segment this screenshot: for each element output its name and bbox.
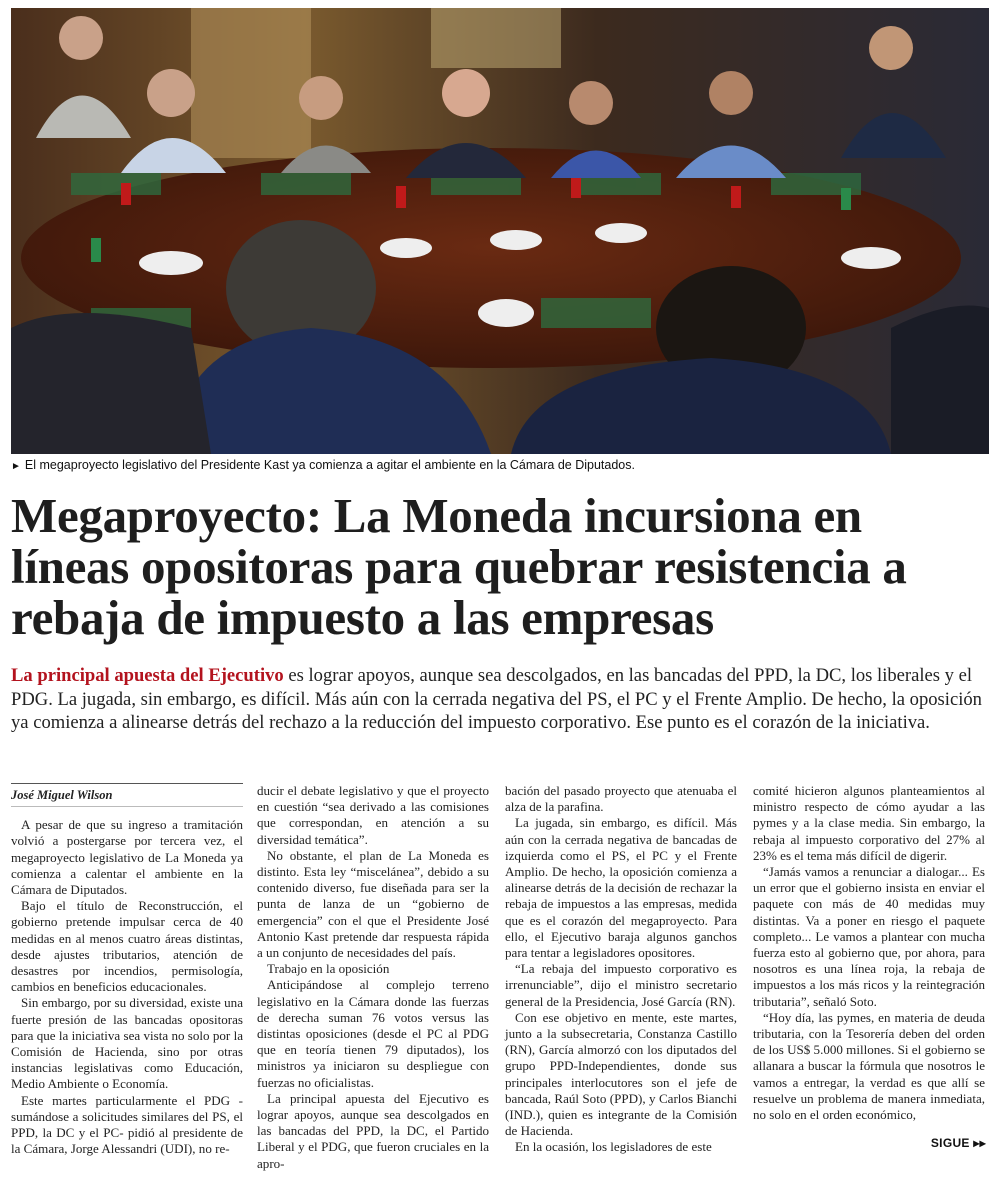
paragraph: Con ese objetivo en mente, este martes, junto a la subsecretaria, Constanza Castillo (RN), García almorzó con los diputados del grupo PPD-Independientes, donde sus principales interlocutores son el jefe de bancada, Raúl Soto (PPD), y Carlos Bianchi (IND.), quien es integrante de la Comisión de Hacienda. (505, 1009, 737, 1139)
article-columns (11, 783, 989, 1171)
paragraph: “Jamás vamos a renunciar a dialogar... Es un error que el gobierno insista en enviar el paquete con más de 40 medidas muy distintas. Va a poner en riesgo el paquete completo... Le vamos a plantear con mucha fuerza esto al gobierno que, por ahora, para nosotros es una línea roja, la rebaja de impuestos a los más ricos y la reintegración tributaria”, señaló Soto. (753, 864, 985, 1009)
paragraph: bación del pasado proyecto que atenuaba el alza de la parafina. (505, 783, 737, 815)
caption-text: El megaproyecto legislativo del Presidente Kast ya comienza a agitar el ambiente en la Cámara de Diputados. (24, 458, 635, 472)
column-3 (505, 783, 737, 1156)
paragraph: A pesar de que su ingreso a tramitación volvió a postergarse por tercera vez, el megaproyecto legislativo de La Moneda ya comienza a calentar el ambiente en la Cámara de Diputados. (11, 817, 243, 898)
paragraph: comité hicieron algunos planteamientos al ministro respecto de cómo ayudar a las pymes y a la clase media. Sin embargo, la rebaja al impuesto corporativo del 27% al 23% es el tema más difícil de digerir. (753, 783, 985, 863)
lead-highlight: La principal apuesta del Ejecutivo (11, 665, 284, 686)
paragraph: ducir el debate legislativo y que el proyecto en cuestión “sea derivado a las comisiones que correspondan, en atención a su diversidad temática”. (257, 783, 489, 847)
lead-paragraph (11, 664, 986, 735)
column-4 (753, 783, 985, 1123)
paragraph: “La rebaja del impuesto corporativo es irrenunciable”, dijo el ministro secretario general de la Presidencia, José García (RN). (505, 961, 737, 1009)
paragraph: Bajo el título de Reconstrucción, el gobierno pretende impulsar cerca de 40 medidas en al menos cuatro áreas distintas, desde ajustes tributarios, atención de desastres por incendios, permisología, cambios en beneficios educacionales. (11, 898, 243, 995)
caption-marker: ► (11, 461, 21, 472)
lead-text: es lograr apoyos, aunque sea descolgados, en las bancadas del PPD, la DC, los liberales y el PDG. La jugada, sin embargo, es difícil. Más aún con la cerrada negativa del PS, el PC y el Frente Amplio. De hecho, la oposición ya comienza a alinearse detrás del rechazo a la reducción del impuesto corporativo. Ese punto es el corazón de la iniciativa. (11, 665, 982, 733)
subheading: Trabajo en la oposición (267, 961, 390, 977)
headline: Megaproyecto: La Moneda incursiona en líneas opositoras para quebrar resistencia a rebaja de impuesto a las empresas (11, 488, 907, 645)
column-2 (257, 783, 489, 1172)
paragraph: No obstante, el plan de La Moneda es distinto. Esta ley “miscelánea”, debido a su contenido diverso, fue diseñada para ser la punta de lanza de un “gobierno de emergencia” con el que el Presidente José Antonio Kast pretende dar respuesta rápida a un conjunto de necesidades del país. (257, 847, 489, 961)
photo-caption (11, 458, 989, 472)
column-1 (11, 783, 243, 1157)
paragraph: La principal apuesta del Ejecutivo es lograr apoyos, aunque sea descolgados en las bancadas del PPD, la DC, el Partido Liberal y el PDG, que fueron cruciales en la apro- (257, 1090, 489, 1171)
news-photo (11, 8, 989, 454)
paragraph: Anticipándose al complejo terreno legislativo en la Cámara donde las fuerzas de derecha suman 76 votos versus las distintas oposiciones (desde el PC al PDG que en teoría tienen 79 diputados), los ministros ya iniciaron su despliegue con fuerzas no oficialistas. (257, 977, 489, 1090)
paragraph: Sin embargo, por su diversidad, existe una fuerte presión de las bancadas opositoras para que la iniciativa sea vista no solo por la Comisión de Hacienda, sino por otras instancias legislativas como Educación, Medio Ambiente o Economía. (11, 995, 243, 1092)
paragraph: La jugada, sin embargo, es difícil. Más aún con la cerrada negativa de bancadas de izquierda como el PS, el PC y el Frente Amplio. De hecho, la oposición comienza a alinearse detrás de la decisión de rechazar la rebaja de impuestos a las empresas, medida que es el corazón del megaproyecto. Para ello, el Ejecutivo baraja algunos ganchos para tentar a legisladores opositores. (505, 815, 737, 961)
author-byline: José Miguel Wilson (11, 783, 243, 807)
paragraph: “Hoy día, las pymes, en materia de deuda tributaria, con la Tesorería deben del orden de los US$ 5.000 millones. Si el gobierno se allanara a buscar la fórmula que nosotros le vamos a entregar, la verdad es que allí se resuelve un problema de manera inmediata, no solo en el orden económico, (753, 1009, 985, 1123)
paragraph: Este martes particularmente el PDG -sumándose a solicitudes similares del PS, el PPD, la DC y el PC- pidió al presidente de la Cámara, Jorge Alessandri (UDI), no re- (11, 1092, 243, 1157)
continue-marker: SIGUE ▸▸ (930, 1136, 986, 1150)
paragraph: En la ocasión, los legisladores de este (515, 1139, 712, 1155)
meeting-photo (11, 8, 989, 454)
